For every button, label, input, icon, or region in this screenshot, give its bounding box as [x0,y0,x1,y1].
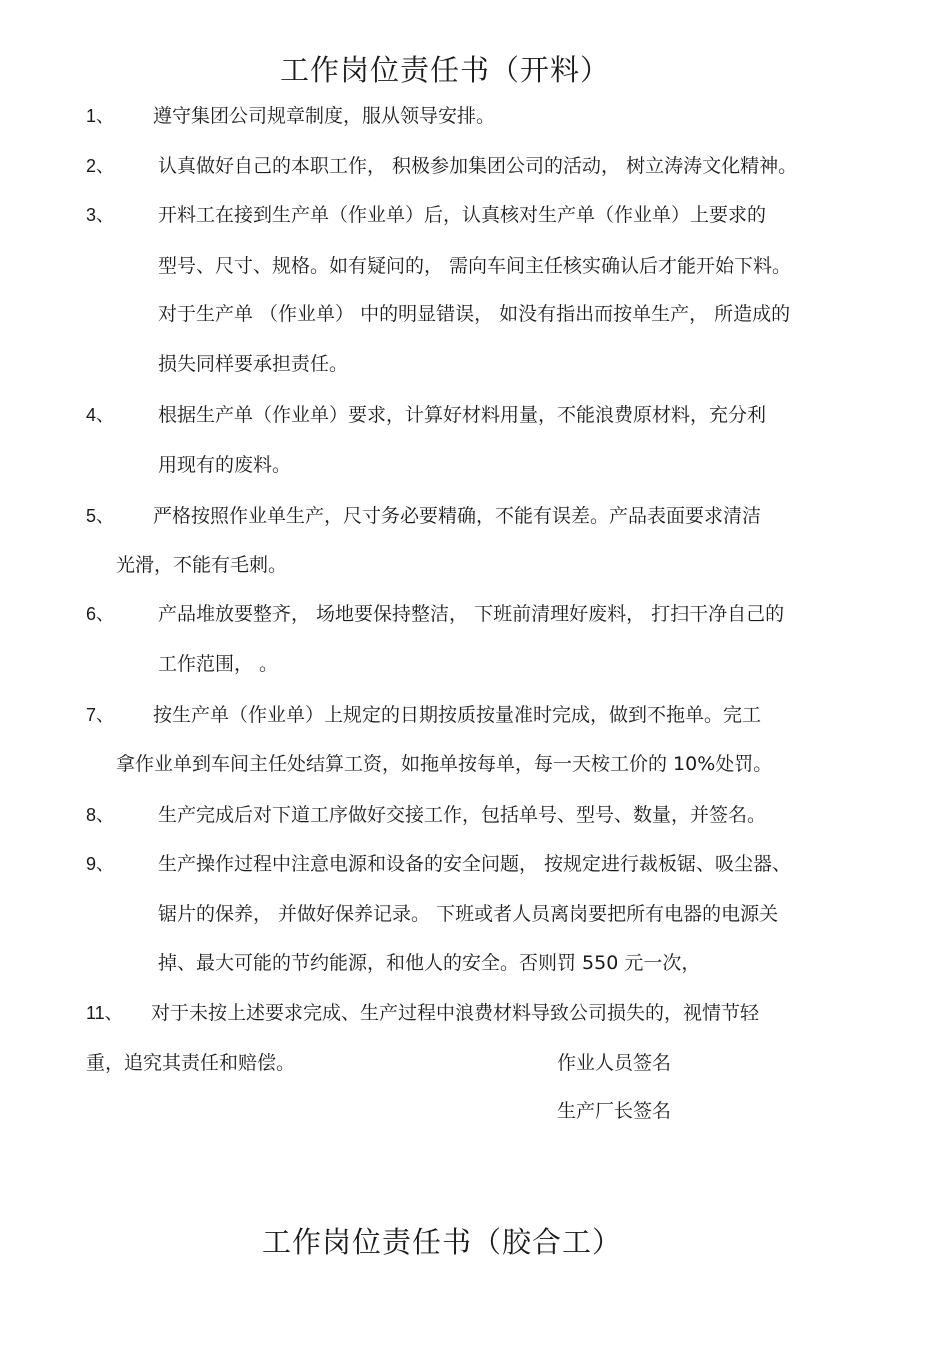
worker-signature-label: 作业人员签名 [557,1052,672,1074]
item-3-line-3: 对于生产单 （作业单） 中的明显错误， 如没有指出而按单生产， 所造成的 [158,303,791,325]
item-3-line-2: 型号、尺寸、规格。如有疑问的， 需向车间主任核实确认后才能开始下料。 [158,255,792,277]
item-3-line-1: 开料工在接到生产单（作业单）后，认真核对生产单（作业单）上要求的 [158,204,767,226]
item-7-line-1: 按生产单（作业单）上规定的日期按质按量准时完成，做到不拖单。完工 [153,704,762,726]
item-11-number: 11、 [86,1003,123,1023]
manager-signature-label: 生产厂长签名 [557,1100,672,1122]
doc2-title: 工作岗位责任书（胶合工） [262,1225,623,1259]
item-5-number: 5、 [86,506,115,526]
item-9-line-2: 锯片的保养， 并做好保养记录。 下班或者人员离岗要把所有电器的电源关 [158,903,779,925]
item-4-line-1: 根据生产单（作业单）要求，计算好材料用量，不能浪费原材料，充分利 [158,404,767,426]
item-9-line-3: 掉、最大可能的节约能源，和他人的安全。否则罚 550 元一次， [158,952,701,974]
item-2-line-1: 认真做好自己的本职工作， 积极参加集团公司的活动， 树立涛涛文化精神。 [158,155,798,177]
doc1-title: 工作岗位责任书（开料） [280,53,611,87]
item-3-line-4: 损失同样要承担责任。 [158,353,349,375]
item-5-line-1: 严格按照作业单生产，尺寸务必要精确，不能有误差。产品表面要求清洁 [153,505,762,527]
item-6-line-2: 工作范围， 。 [158,653,279,675]
item-8-line-1: 生产完成后对下道工序做好交接工作，包括单号、型号、数量，并签名。 [158,804,767,826]
item-7-line-2: 拿作业单到车间主任处结算工资，如拖单按每单，每一天桉工价的 10%处罚。 [116,753,773,775]
item-9-number: 9、 [86,854,115,874]
item-4-number: 4、 [86,405,115,425]
item-1-line-1: 遵守集团公司规章制度，服从领导安排。 [153,105,496,127]
item-8-number: 8、 [86,805,115,825]
item-6-number: 6、 [86,604,115,624]
item-11-line-2: 重，追究其责任和赔偿。 [86,1052,296,1074]
item-1-number: 1、 [86,106,115,126]
item-2-number: 2、 [86,156,115,176]
item-9-line-1: 生产操作过程中注意电源和设备的安全问题， 按规定进行裁板锯、吸尘器、 [158,853,792,875]
item-7-number: 7、 [86,705,115,725]
item-3-number: 3、 [86,205,115,225]
item-11-line-1: 对于未按上述要求完成、生产过程中浪费材料导致公司损失的，视情节轻 [151,1002,760,1024]
item-5-line-2: 光滑，不能有毛刺。 [116,554,288,576]
item-4-line-2: 用现有的废料。 [158,454,292,476]
item-6-line-1: 产品堆放要整齐， 场地要保持整洁， 下班前清理好废料， 打扫干净自己的 [158,603,785,625]
